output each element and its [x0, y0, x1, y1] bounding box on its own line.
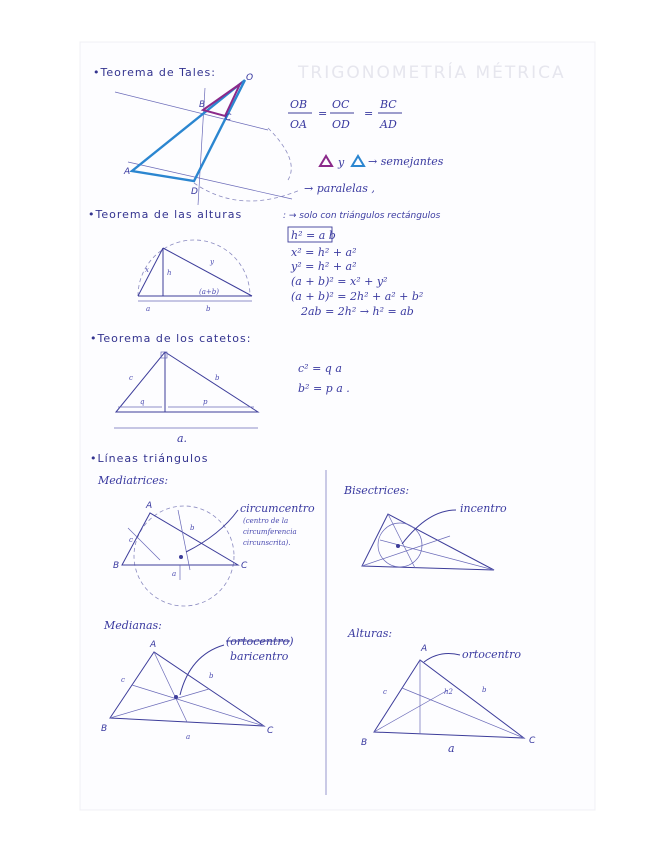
lbl-c: c [121, 676, 125, 684]
title-mediatrices: Mediatrices: [98, 474, 169, 487]
boxed-text: h² = a b [291, 229, 336, 242]
note-sub-2: circumferencia [243, 528, 297, 536]
note-incentro: incentro [460, 502, 507, 515]
lbl-y: y [210, 258, 214, 266]
lbl-b: b [190, 524, 195, 532]
eq-line-5: 2ab = 2h² → h² = ab [301, 305, 414, 318]
pt-D: D [191, 187, 198, 197]
lbl-c: c [129, 374, 133, 382]
eq-line-4: (a + b)² = 2h² + a² + b² [291, 290, 424, 303]
pt-O: O [246, 73, 254, 83]
frac1-den: OA [290, 118, 307, 131]
frac1-num: OB [290, 98, 308, 111]
lbl-b: b [482, 686, 487, 694]
circumcenter-point [179, 555, 183, 559]
note-sub-1: (centro de la [243, 517, 289, 525]
pt-C: C [241, 561, 248, 571]
note-ortocentro: ortocentro [462, 648, 521, 661]
pt-A: A [150, 640, 157, 650]
heading-tales: •Teorema de Tales: [93, 66, 216, 79]
lbl-ab: (a+b) [199, 288, 219, 296]
title-alturas: Alturas: [348, 627, 393, 640]
faded-title: TRIGONOMETRÍA MÉTRICA [298, 63, 566, 83]
lbl-a: a [448, 742, 455, 755]
note-semejantes: → semejantes [368, 155, 444, 168]
lbl-q: q [140, 398, 145, 406]
pt-B: B [113, 561, 120, 571]
lbl-h: h2 [444, 688, 453, 696]
incenter-point [396, 544, 400, 548]
note-circumcentro: circumcentro [240, 502, 315, 515]
heading-catetos: •Teorema de los catetos: [90, 332, 252, 345]
title-medianas: Medianas: [104, 619, 162, 632]
lbl-a: a. [177, 432, 188, 445]
lbl-a: a [186, 733, 191, 741]
frac2-den: OD [332, 118, 350, 131]
note-y: y [338, 156, 345, 169]
lbl-h: h [167, 269, 172, 277]
note-paralelas: → paralelas , [304, 182, 375, 195]
note-strike: (ortocentro) [226, 635, 294, 648]
pt-C: C [225, 113, 232, 123]
lbl-a: a [146, 305, 151, 313]
pt-C: C [529, 736, 536, 746]
pt-A: A [146, 501, 153, 511]
eq-line-3: (a + b)² = x² + y² [291, 275, 388, 288]
heading-lineas: •Líneas triángulos [90, 452, 209, 465]
lbl-a: a [172, 570, 177, 578]
pt-B: B [199, 100, 206, 110]
eq-sign-1: = [318, 107, 328, 120]
pt-C: C [267, 726, 274, 736]
eq-line-2: y² = h² + a² [291, 260, 357, 273]
pt-B: B [101, 724, 108, 734]
frac2-num: OC [332, 98, 350, 111]
lbl-x: x [145, 266, 149, 274]
barycenter-point [174, 695, 178, 699]
lbl-c: c [383, 688, 387, 696]
pt-A: A [421, 644, 428, 654]
catetos-eq-2: b² = p a . [298, 382, 350, 395]
note-sub-3: circunscrita). [243, 539, 291, 547]
lbl-c: c [129, 536, 133, 544]
eq-line-1: x² = h² + a² [291, 246, 357, 259]
lbl-b: b [209, 672, 214, 680]
frac3-num: BC [380, 98, 397, 111]
note-baricentro: baricentro [230, 650, 289, 663]
pt-B: B [361, 738, 368, 748]
title-bisectrices: Bisectrices: [344, 484, 410, 497]
alturas-subtitle: : → solo con triángulos rectángulos [283, 211, 441, 221]
heading-alturas: •Teorema de las alturas [88, 208, 243, 221]
lbl-b: b [206, 305, 211, 313]
eq-sign-2: = [364, 107, 374, 120]
lbl-b: b [215, 374, 220, 382]
pt-A: A [124, 167, 131, 177]
frac3-den: AD [380, 118, 397, 131]
catetos-eq-1: c² = q a [298, 362, 342, 375]
lbl-p: p [203, 398, 208, 406]
